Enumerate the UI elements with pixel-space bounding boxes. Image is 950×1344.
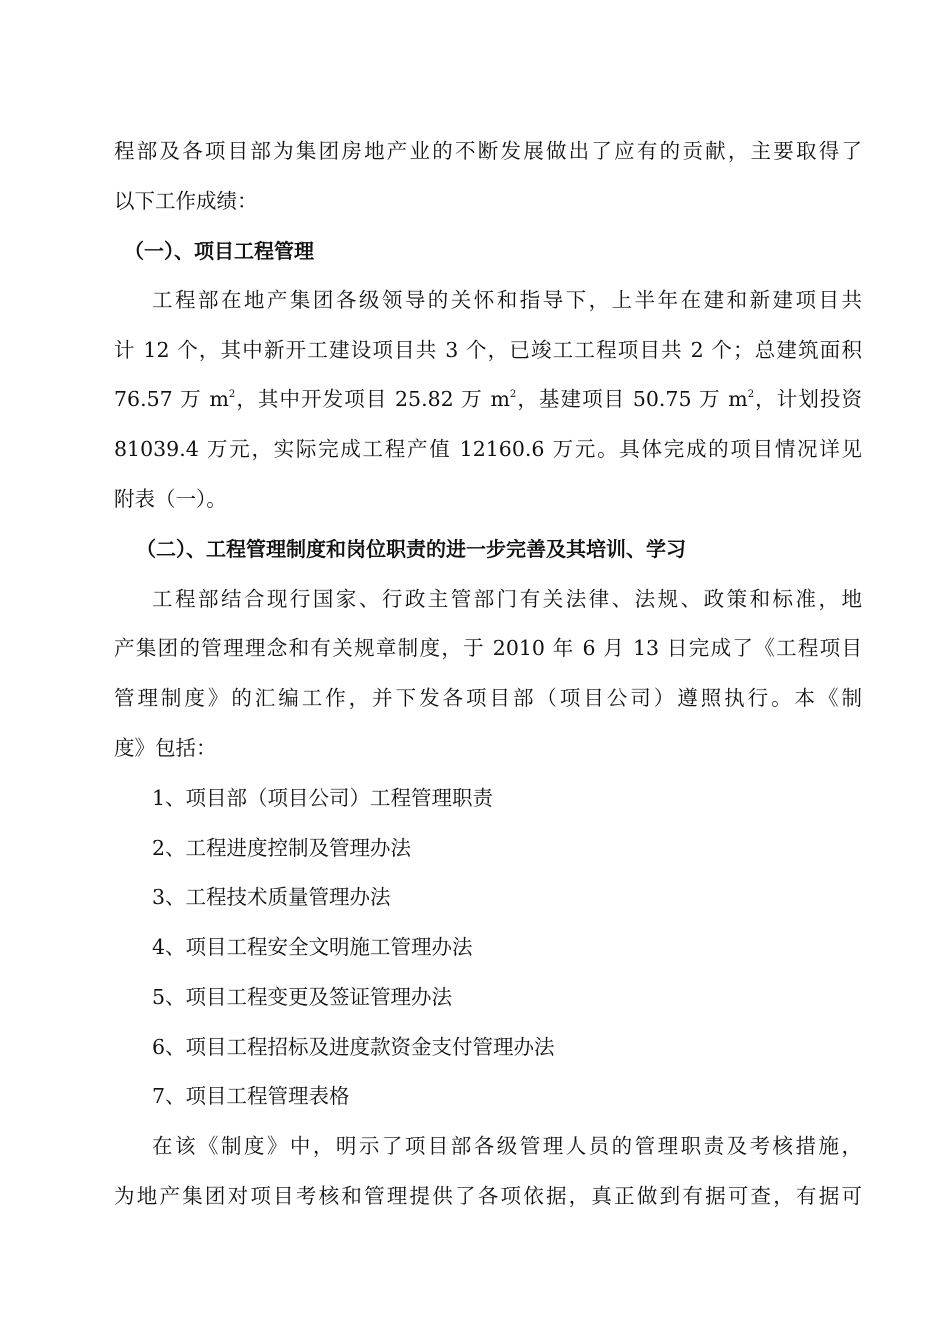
superscript-2: 2 (509, 389, 517, 400)
list-item: 7、项目工程管理表格 (152, 1084, 350, 1108)
section1-line-4: 81039.4 万元，实际完成工程产值 12160.6 万元。具体完成的项目情况详见 (114, 437, 862, 461)
list-item: 3、工程技术质量管理办法 (152, 885, 391, 909)
section2-heading: （二）、工程管理制度和岗位职责的进一步完善及其培训、学习 (136, 537, 686, 561)
list-item: 1、项目部（项目公司）工程管理职责 (152, 786, 494, 810)
area-development: ，其中开发项目 25.82 万 m (235, 387, 510, 411)
section2-para1-line-3: 管理制度》的汇编工作，并下发各项目部（项目公司）遵照执行。本《制 (114, 686, 862, 710)
section2-para1-line-2: 产集团的管理理念和有关规章制度，于 2010 年 6 月 13 日完成了《工程项目 (114, 636, 862, 660)
intro-line-1: 程部及各项目部为集团房地产业的不断发展做出了应有的贡献，主要取得了 (114, 139, 862, 163)
section2-para2-line-2: 为地产集团对项目考核和管理提供了各项依据，真正做到有据可查，有据可 (114, 1184, 862, 1208)
superscript-2: 2 (228, 389, 236, 400)
section1-line-3 (114, 385, 862, 413)
section2-para1-line-4: 度》包括： (114, 736, 217, 760)
superscript-2: 2 (747, 389, 755, 400)
section2-para2-line-1: 在该《制度》中，明示了项目部各级管理人员的管理职责及考核措施， (152, 1134, 862, 1158)
section1-line-1: 工程部在地产集团各级领导的关怀和指导下，上半年在建和新建项目共 (152, 288, 862, 312)
section1-line-5: 附表（一）。 (114, 487, 227, 511)
section2-para1-line-1: 工程部结合现行国家、行政主管部门有关法律、法规、政策和标准，地 (152, 587, 862, 611)
list-item: 5、项目工程变更及签证管理办法 (152, 985, 453, 1009)
area-total: 76.57 万 m (114, 387, 229, 411)
list-item: 2、工程进度控制及管理办法 (152, 836, 412, 860)
intro-line-2: 以下工作成绩： (114, 189, 258, 213)
list-item: 6、项目工程招标及进度款资金支付管理办法 (152, 1035, 555, 1059)
planned-investment-label: ，计划投资 (754, 387, 862, 411)
area-construction: ，基建项目 50.75 万 m (516, 387, 748, 411)
section1-heading: （一）、项目工程管理 (124, 239, 314, 263)
list-item: 4、项目工程安全文明施工管理办法 (152, 935, 473, 959)
section1-line-2: 计 12 个，其中新开工建设项目共 3 个，已竣工工程项目共 2 个；总建筑面积 (114, 338, 862, 362)
